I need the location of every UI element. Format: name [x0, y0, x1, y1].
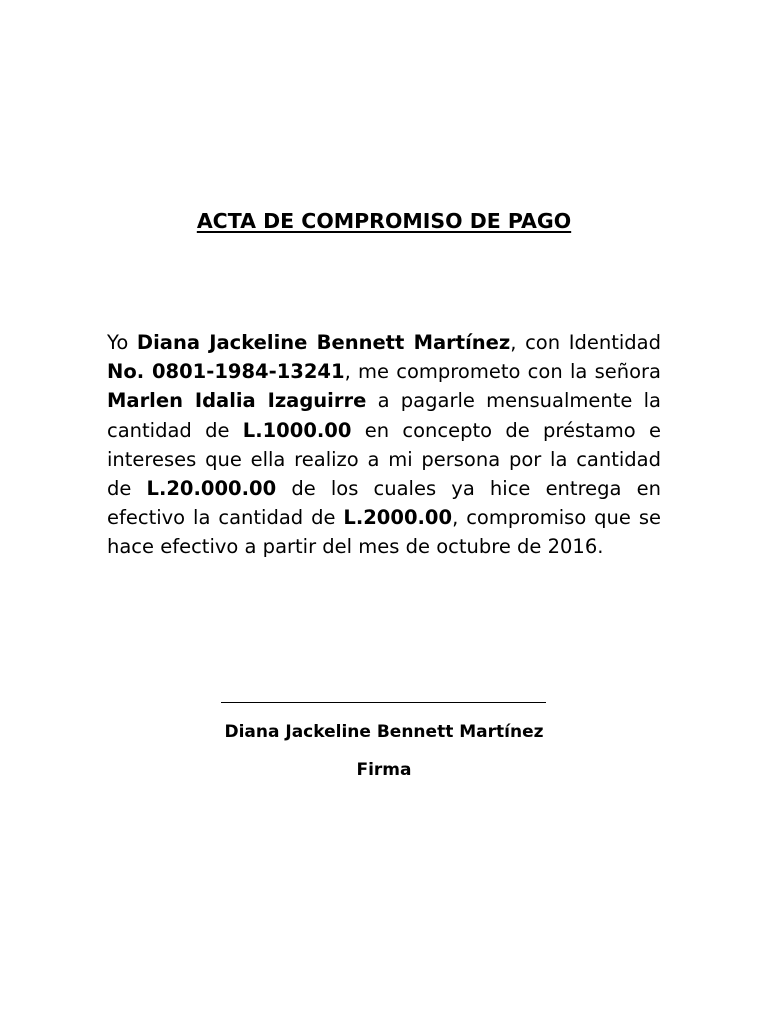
debtor-name: Diana Jackeline Bennett Martínez — [136, 331, 511, 354]
body-text-segment: , con Identidad — [510, 331, 661, 354]
paid-amount: L.2000.00 — [343, 506, 453, 530]
body-text-segment: , me comprometo con la señora — [344, 360, 661, 384]
signature-line — [221, 702, 546, 703]
body-text-segment: Yo — [107, 331, 137, 354]
monthly-amount: L.1000.00 — [242, 418, 352, 442]
body-text-segment: de los cuales ya hice entrega en efectivo la cantidad de — [107, 477, 661, 530]
body-text-segment: a pagarle mensualmente la cantidad de — [107, 389, 661, 442]
loan-amount: L.20.000.00 — [146, 477, 277, 501]
signature-label: Firma — [356, 760, 412, 780]
commitment-paragraph — [107, 328, 661, 562]
body-text-segment: en concepto de préstamo e intereses que ella realizo a mi persona por la cantidad de — [107, 418, 661, 501]
body-text-segment: , compromiso que se hace efectivo a partir del mes de octubre de 2016. — [107, 506, 662, 559]
creditor-name: Marlen Idalia Izaguirre — [107, 389, 367, 413]
signatory-name: Diana Jackeline Bennett Martínez — [224, 722, 544, 742]
document-title-container — [0, 207, 768, 235]
document-title: ACTA DE COMPROMISO DE PAGO — [196, 209, 572, 233]
identity-number: No. 0801-1984-13241 — [107, 360, 345, 384]
